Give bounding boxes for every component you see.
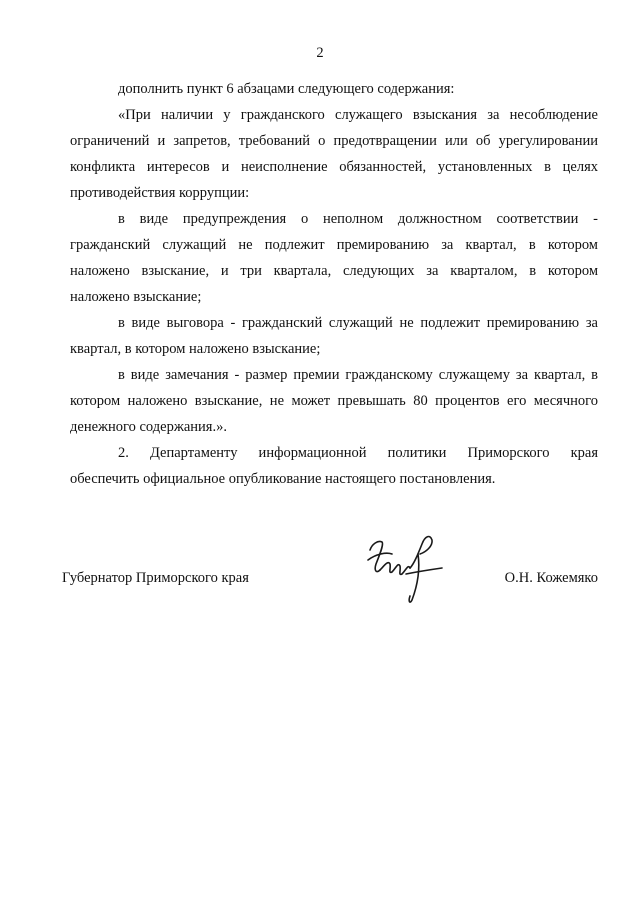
paragraph-amendment-intro	[70, 76, 598, 102]
signatory-title: Губернатор Приморского края	[62, 570, 249, 586]
paragraph-line: котором наложено взыскание, не может превышать 80 процентов его месячного	[70, 393, 598, 409]
paragraph-line: гражданский служащий не подлежит премированию за квартал, в котором	[70, 237, 598, 253]
paragraph-publication-order	[70, 440, 598, 492]
paragraph-line: обеспечить официальное опубликование настоящего постановления.	[70, 471, 496, 487]
paragraph-line: квартал, в котором наложено взыскание;	[70, 341, 321, 357]
paragraph-line: 2. Департаменту информационной политики Приморского края	[118, 445, 598, 461]
paragraph-line: противодействия коррупции:	[70, 185, 250, 201]
paragraph-line: в виде выговора - гражданский служащий не подлежит премированию за	[118, 315, 598, 331]
paragraph-warning-penalty	[70, 206, 598, 310]
signatory-name: О.Н. Кожемяко	[504, 570, 598, 586]
paragraph-penalty-preamble	[70, 102, 598, 206]
handwritten-signature	[362, 524, 446, 608]
paragraph-reprimand-penalty	[70, 310, 598, 362]
paragraph-remark-penalty	[70, 362, 598, 440]
paragraph-line: «При наличии у гражданского служащего взыскания за несоблюдение	[118, 107, 598, 123]
paragraph-line: конфликта интересов и неисполнение обязанностей, установленных в целях	[70, 159, 598, 175]
document-body	[70, 76, 598, 492]
paragraph-line: ограничений и запретов, требований о предотвращении или об урегулировании	[70, 133, 598, 149]
paragraph-line: наложено взыскание, и три квартала, следующих за кварталом, в котором	[70, 263, 598, 279]
signature-block	[62, 568, 598, 588]
paragraph-line: в виде предупреждения о неполном должностном соответствии -	[118, 211, 598, 227]
paragraph-line: в виде замечания - размер премии гражданскому служащему за квартал, в	[118, 367, 598, 383]
paragraph-line: наложено взыскание;	[70, 289, 202, 305]
paragraph-line: денежного содержания.».	[70, 419, 227, 435]
paragraph-line: дополнить пункт 6 абзацами следующего содержания:	[118, 81, 455, 97]
page-number: 2	[316, 45, 324, 61]
